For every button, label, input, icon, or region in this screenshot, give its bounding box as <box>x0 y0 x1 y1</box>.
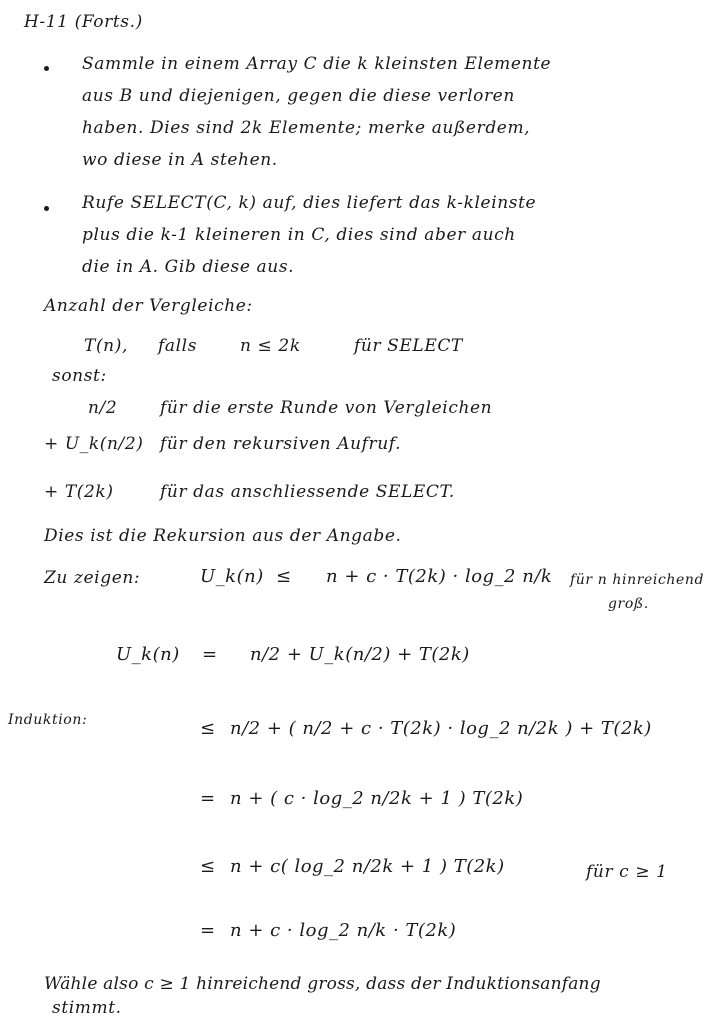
claim-condition-line-2: groß. <box>608 596 649 612</box>
derivation-line-2-relation: ≤ <box>200 718 216 739</box>
claim-lhs: U_k(n) <box>200 566 264 587</box>
derivation-line-4-condition: für c ≥ 1 <box>586 862 668 882</box>
bullet-2-line-3: die in A. Gib diese aus. <box>82 257 295 277</box>
bullet-1-line-1: Sammle in einem Array C die k kleinsten Elemente <box>82 54 552 74</box>
claim-rhs: n + c · T(2k) · log_2 n/k <box>326 566 553 587</box>
claim-label: Zu zeigen: <box>44 568 141 588</box>
base-condition: n ≤ 2k <box>240 336 301 356</box>
bullet-dot <box>44 66 49 71</box>
base-if: falls <box>158 336 198 356</box>
derivation-line-1-relation: = <box>202 644 218 665</box>
base-term: T(n), <box>84 336 128 356</box>
recursion-conclusion: Dies ist die Rekursion aus der Angabe. <box>44 526 402 546</box>
induction-label: Induktion: <box>8 712 88 728</box>
bullet-1-line-4: wo diese in A stehen. <box>82 150 278 170</box>
derivation-line-3-relation: = <box>200 788 216 809</box>
bullet-1-line-2: aus B und diejenigen, gegen die diese verloren <box>82 86 515 106</box>
claim-condition-line-1: für n hinreichend <box>570 572 705 588</box>
row-3-term: + T(2k) <box>44 482 114 502</box>
derivation-line-5-relation: = <box>200 920 216 941</box>
derivation-line-2: n/2 + ( n/2 + c · T(2k) · log_2 n/2k ) + T(2k) <box>230 718 652 739</box>
otherwise-label: sonst: <box>52 366 107 386</box>
derivation-lhs: U_k(n) <box>116 644 180 665</box>
claim-relation: ≤ <box>276 566 292 587</box>
derivation-line-5: n + c · log_2 n/k · T(2k) <box>230 920 457 941</box>
derivation-line-3: n + ( c · log_2 n/2k + 1 ) T(2k) <box>230 788 524 809</box>
bullet-2-line-1: Rufe SELECT(C, k) auf, dies liefert das k-kleinste <box>82 193 537 213</box>
row-3-desc: für das anschliessende SELECT. <box>160 482 455 502</box>
base-for: für SELECT <box>354 336 463 356</box>
derivation-line-1: n/2 + U_k(n/2) + T(2k) <box>250 644 470 665</box>
derivation-line-4-relation: ≤ <box>200 856 216 877</box>
comparisons-heading: Anzahl der Vergleiche: <box>44 296 253 316</box>
row-1-desc: für die erste Runde von Vergleichen <box>160 398 493 418</box>
page-title: H-11 (Forts.) <box>24 12 143 32</box>
bullet-1-line-3: haben. Dies sind 2k Elemente; merke außerdem, <box>82 118 531 138</box>
row-2-desc: für den rekursiven Aufruf. <box>160 434 402 454</box>
footer-line-2: stimmt. <box>52 998 122 1018</box>
bullet-dot <box>44 206 49 211</box>
bullet-2-line-2: plus die k-1 kleineren in C, dies sind aber auch <box>82 225 516 245</box>
derivation-line-4: n + c( log_2 n/2k + 1 ) T(2k) <box>230 856 505 877</box>
footer-line-1: Wähle also c ≥ 1 hinreichend gross, dass der Induktionsanfang <box>44 974 601 994</box>
row-1-term: n/2 <box>88 398 118 418</box>
row-2-term: + U_k(n/2) <box>44 434 144 454</box>
